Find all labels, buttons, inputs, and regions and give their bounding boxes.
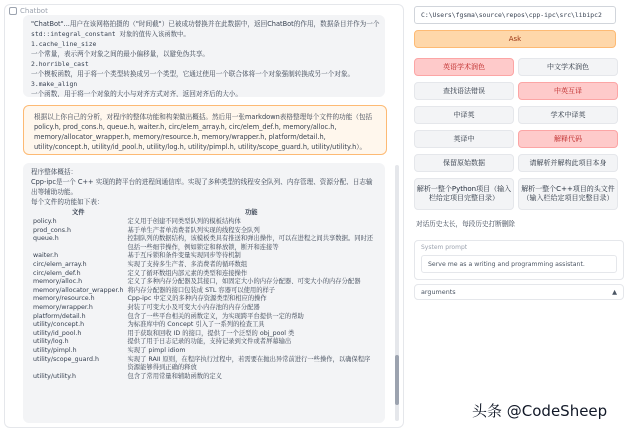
table-cell-file: utility/log.h: [33, 338, 69, 346]
table-row: [31, 218, 377, 227]
table-row: [31, 227, 377, 236]
table-cell-file: utility/concept.h: [33, 321, 85, 329]
system-prompt-box: [414, 240, 624, 280]
btn-keep-raw-data[interactable]: 保留原始数据: [414, 154, 514, 172]
message-line: "ChatBot"...用户在该网格拍摄的（"时间截"）已被成功替换并在此数据中，返回ChatBot的作用，数据条目并作为一个: [31, 20, 380, 28]
table-cell-file: queue.h: [33, 235, 59, 243]
chat-icon: [9, 7, 17, 15]
table-cell-function: 定义用于创建不同类型队列的模板结构体: [127, 218, 241, 225]
table-cell-file: circ/elem_array.h: [33, 260, 87, 268]
chat-message-bot-2: [23, 163, 385, 423]
table-cell-function: 封装了可变大小及可变大小内存池的内存分配器: [127, 303, 260, 311]
btn-en-to-zh[interactable]: 英译中: [414, 130, 514, 148]
table-row: [31, 278, 377, 287]
chatbot-panel: [4, 4, 404, 428]
path-input[interactable]: C:\Users\fgsma\source\repos\cpp-ipc\src\libipc2: [414, 6, 616, 24]
table-row: [31, 373, 377, 382]
history-note: 对话历史太长，每段历史打断删除: [416, 220, 515, 228]
chat-message-user: [23, 105, 387, 155]
chat-message-bot-1: [23, 15, 385, 97]
table-cell-file: memory/allocator_wrapper.h: [33, 286, 124, 294]
table-row: [31, 252, 377, 261]
table-cell-function: 定义了多种内存分配器及其接口，如固定大小的内存分配器、可变大小的内存分配器: [127, 278, 361, 286]
table-cell-file: waiter.h: [33, 252, 59, 260]
table-row: [31, 304, 377, 313]
message-line: std::integral_constant 对象的值传入该函数中。: [31, 30, 190, 38]
summary-title: 程序整体概括：: [31, 168, 78, 176]
table-cell-file: platform/detail.h: [33, 312, 86, 320]
message-line: 一个常量，表示两个对象之间的最小偏移量，以避免伪共享。: [31, 50, 210, 58]
table-cell-function: 基于互斥锁和条件变量实现同步等待机制: [127, 252, 241, 260]
table-cell-file: utility/id_pool.h: [33, 329, 82, 337]
table-row: [31, 356, 377, 373]
btn-english-polish[interactable]: 英语学术润色: [414, 58, 514, 76]
table-header-row: [31, 208, 377, 218]
table-row: [31, 295, 377, 304]
arguments-label: arguments: [421, 288, 456, 296]
table-cell-function: 实现了 pimpl idiom: [127, 346, 186, 354]
table-header-function: 功能: [244, 209, 258, 216]
btn-academic-zh-to-en[interactable]: 学术中译英: [518, 106, 618, 124]
user-message-text: 根据以上你自己的分析，对程序的整体功能和构架做出概括。然后用一张markdown表格整理每个文件的功能（包括policy.h, prod_cons.h, queue.h, waiter.h, circ/elem_array.h, circ/elem_def.h, memory/alloc.h, memory/allocator_wrapper.h, memory/resource.h, memory/wrapper.h, platform/detail.h, utility/concept.h, utility/id_pool.h, utility/log.h, utility/pimpl.h, utility/scope_guard.h, utility/utility.h）。: [34, 113, 373, 151]
chatbot-label: [9, 7, 48, 15]
table-cell-function: Cpp-ipc 中定义的多种内存资源类型和相应的操作: [127, 295, 267, 303]
btn-grammar-check[interactable]: 查找语法错误: [414, 82, 514, 100]
table-cell-file: utility/pimpl.h: [33, 346, 77, 354]
table-cell-function: 提供了用于日志记录的功能，支持记录到文件或者屏幕输出: [127, 338, 292, 346]
table-cell-function: 控制队列的数据结构，该模板类具有推送和弹出操作，可以在进程之间共享数据。同时还包括一些细节操作，例如锁定和释放锁，断开和连接等: [127, 235, 374, 251]
btn-explain-code[interactable]: 解释代码: [518, 130, 618, 148]
table-intro: 每个文件的功能如下表：: [31, 198, 104, 206]
control-panel: [414, 4, 634, 430]
btn-zh-to-en[interactable]: 中译英: [414, 106, 514, 124]
message-line: 3.make_align: [31, 80, 78, 88]
table-cell-file: circ/elem_def.h: [33, 269, 81, 277]
table-cell-function: 实现了支持多生产者、多消费者的循环数组: [127, 260, 248, 268]
table-cell-function: 定义了循环数组内部元素的类型和连接操作: [127, 269, 248, 277]
system-prompt-label: System prompt: [421, 244, 468, 251]
table-row: [31, 270, 377, 279]
ask-button[interactable]: Ask: [414, 30, 616, 48]
table-cell-function: 为标准库中的 Concept 引入了一系列的检查工具: [127, 321, 265, 329]
btn-zh-en-translate[interactable]: 中英互译: [518, 82, 618, 100]
system-prompt-input[interactable]: Serve me as a writing and programming assistant.: [421, 255, 617, 273]
chat-scrollbar[interactable]: [395, 165, 399, 421]
btn-parse-python-project[interactable]: 解析一整个Python项目（输入栏给定项目完整目录）: [414, 178, 514, 210]
btn-parse-self[interactable]: 请解析并解构此项目本身: [518, 154, 618, 172]
table-row: [31, 235, 377, 252]
message-line: 2.horrible_cast: [31, 60, 89, 68]
message-line: 一个函数，用于将一个对象的大小与对齐方式对齐，返回对齐后的大小。: [31, 90, 242, 97]
table-cell-function: 将内存分配器的接口包装成 STL 容器可以使用的样子: [127, 286, 276, 294]
file-function-table: [31, 208, 377, 381]
summary-body: Cpp-ipc是一个 C++ 实现的跨平台的进程间通信库。实现了多种类型的线程安全队列、内存管理、资源分配、日志输出等辅助功能。: [31, 178, 373, 196]
table-cell-file: prod_cons.h: [33, 226, 72, 234]
table-cell-function: 用于获取和回收 ID 的接口，提供了一个泛型的 obj_pool 类: [127, 329, 295, 337]
collapse-triangle-icon[interactable]: ▲: [612, 288, 617, 296]
table-row: [31, 313, 377, 322]
btn-parse-cpp-headers[interactable]: 解析一整个C++项目的头文件（输入栏给定项目完整目录）: [518, 178, 618, 210]
watermark: 头条 @CodeSheep: [472, 402, 608, 420]
message-line: 一个模板函数，用于将一个类型转换成另一个类型，它通过使用一个联合体将一个对象强制转换成另一个对象。: [31, 70, 355, 78]
table-cell-file: memory/alloc.h: [33, 278, 83, 286]
table-row: [31, 347, 377, 356]
table-cell-function: 实现了 RAII 原则，在程序执行过程中，若需要在抛出异常前进行一些操作，以确保程序资源能够得到正确的释放: [127, 355, 371, 372]
table-row: [31, 338, 377, 347]
table-cell-file: policy.h: [33, 218, 57, 225]
scrollbar-thumb[interactable]: [395, 355, 399, 405]
table-cell-file: utility/utility.h: [33, 372, 77, 380]
table-cell-file: memory/resource.h: [33, 295, 95, 303]
table-row: [31, 261, 377, 270]
table-cell-file: memory/wrapper.h: [33, 303, 93, 311]
btn-chinese-polish[interactable]: 中文学术润色: [518, 58, 618, 76]
table-cell-function: 包含了一些平台相关的函数定义，为实现跨平台提供一定的帮助: [127, 312, 304, 320]
table-row: [31, 321, 377, 330]
chatbot-label-text: Chatbot: [20, 7, 48, 15]
table-cell-function: 基于单生产者单消费者队列实现的线程安全队列: [127, 226, 260, 234]
table-cell-file: utility/scope_guard.h: [33, 355, 99, 363]
table-cell-function: 包含了常用常量和辅助函数的定义: [127, 372, 222, 380]
table-header-file: 文件: [71, 209, 85, 216]
message-line: 1.cache_line_size: [31, 40, 97, 48]
arguments-accordion[interactable]: [414, 284, 624, 300]
